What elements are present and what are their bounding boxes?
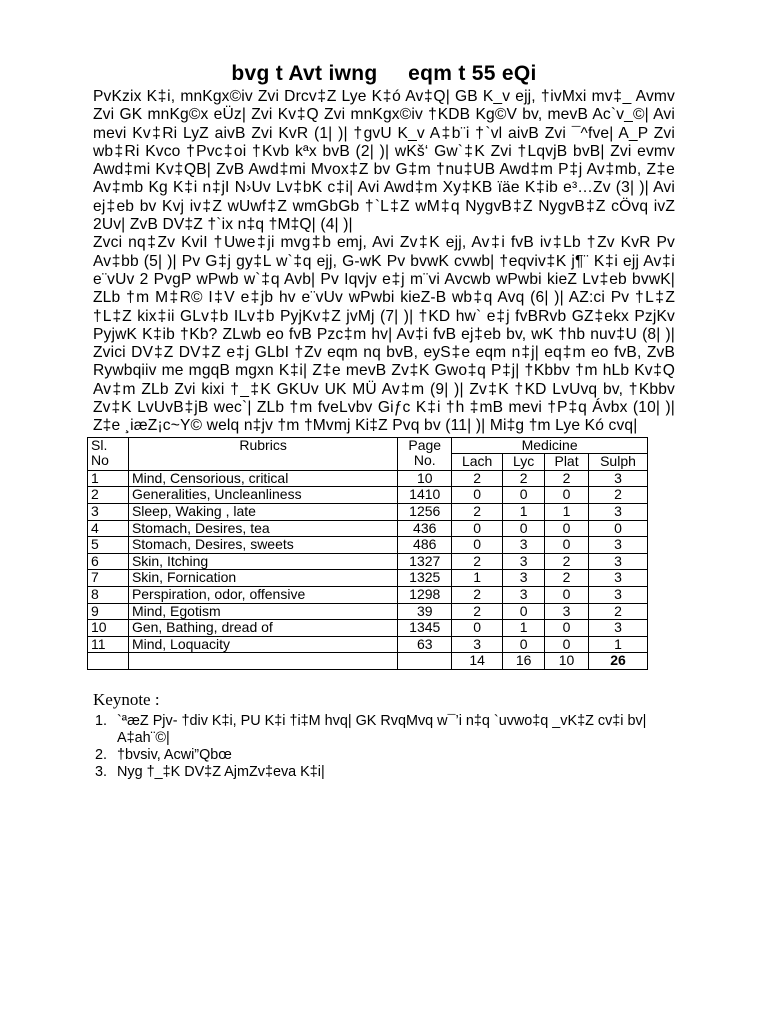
row-page: 436: [398, 520, 452, 537]
table-row: [88, 603, 648, 620]
case-paragraph-1: PvKzix K‡i, mnKgx©iv Zvi Drcv‡Z Lye K‡ó Av‡Q| GB K_v ejj, †ivMxi mv‡_ Avmv Zvi GK mnKg©x eÜz| Zvi Kv‡Q Zvi mnKgx©iv †KDB Kg©V bv, mevB Ac`v_©| Avi mevi Kv‡Ri LyZ aivB Zvi KvR (1| )| †gvU K_v A‡b¨i †`vl aivB Zvi ¯^fve| A_P Zvi wb‡Ri Kvco †Pvc‡oi †Kvb kªx bvB (2| )| wKš‘ Gw`‡K Zvi †LqvjB bvB| Zvi evmv Awd‡mi Kv‡QB| ZvB Awd‡mi Mvox‡Z bv G‡m †nu‡UB Awd‡m P‡j Av‡mb, Z‡e Av‡mb Kg K‡i n‡jI N›Uv Lv‡bK c‡i| Avi Awd‡m Xy‡KB ïäe K‡ib e³…Zv (3| )| Avi ej‡eb bv Kvj iv‡Z wUwf‡Z wmGbGb †`L‡Z wM‡q NygvB‡Z NygvB‡Z cÖvq ivZ 2Uv| ZvB DV‡Z †`ix n‡q †M‡Q| (4| )|: [93, 88, 675, 234]
row-lyc: 1: [503, 504, 545, 521]
table-row: [88, 470, 648, 487]
row-page: 1345: [398, 620, 452, 637]
row-sl: 1: [88, 470, 129, 487]
total-sulph: 26: [589, 653, 648, 670]
row-sulph: 3: [589, 537, 648, 554]
row-lyc: 0: [503, 636, 545, 653]
row-rubric: Mind, Egotism: [128, 603, 397, 620]
header-sl-no: Sl. No: [88, 437, 129, 470]
row-rubric: Stomach, Desires, tea: [128, 520, 397, 537]
row-sl: 5: [88, 537, 129, 554]
case-text: [93, 88, 675, 436]
row-rubric: Gen, Bathing, dread of: [128, 620, 397, 637]
row-sulph: 3: [589, 586, 648, 603]
header-page-no: Page No.: [398, 437, 452, 470]
row-page: 39: [398, 603, 452, 620]
row-page: 1298: [398, 586, 452, 603]
row-sl: 4: [88, 520, 129, 537]
row-lach: 0: [452, 620, 503, 637]
header-remedy-plat: Plat: [545, 454, 589, 471]
row-lach: 3: [452, 636, 503, 653]
header-remedy-lyc: Lyc: [503, 454, 545, 471]
row-sl: 7: [88, 570, 129, 587]
row-sl: 10: [88, 620, 129, 637]
table-row: [88, 504, 648, 521]
row-sulph: 2: [589, 603, 648, 620]
header-medicine: Medicine: [452, 437, 648, 454]
row-sl: 2: [88, 487, 129, 504]
row-sl: 11: [88, 636, 129, 653]
keynote-item: 3. Nyg †_‡K DV‡Z AjmZv‡eva K‡i|: [111, 764, 675, 781]
row-lyc: 0: [503, 603, 545, 620]
totals-empty-page: [398, 653, 452, 670]
row-lyc: 0: [503, 520, 545, 537]
row-rubric: Mind, Loquacity: [128, 636, 397, 653]
row-lach: 2: [452, 553, 503, 570]
row-lyc: 3: [503, 537, 545, 554]
header-remedy-lach: Lach: [452, 454, 503, 471]
row-sl: 6: [88, 553, 129, 570]
table-row: [88, 537, 648, 554]
row-rubric: Skin, Itching: [128, 553, 397, 570]
total-lach: 14: [452, 653, 503, 670]
document-page: [93, 60, 675, 781]
row-page: 63: [398, 636, 452, 653]
row-lach: 0: [452, 487, 503, 504]
keynote-section: [93, 690, 675, 781]
total-plat: 10: [545, 653, 589, 670]
row-plat: 0: [545, 620, 589, 637]
table-row: [88, 487, 648, 504]
row-lach: 0: [452, 520, 503, 537]
table-row: [88, 553, 648, 570]
row-lach: 2: [452, 470, 503, 487]
row-rubric: Skin, Fornication: [128, 570, 397, 587]
row-lach: 0: [452, 537, 503, 554]
table-row: [88, 520, 648, 537]
keynote-item: 1. `ªæZ Pjv- †div K‡i, PU K‡i †i‡M hvq| GK RvqMvq w¯’i n‡q `uvwo‡q _vK‡Z cv‡i bv| A‡ah¨©|: [111, 713, 675, 747]
row-lyc: 1: [503, 620, 545, 637]
row-plat: 0: [545, 537, 589, 554]
row-rubric: Mind, Censorious, critical: [128, 470, 397, 487]
row-lach: 2: [452, 504, 503, 521]
row-plat: 2: [545, 470, 589, 487]
case-paragraph-2: Zvci nq‡Zv KviI †Uwe‡ji mvg‡b emj, Avi Zv‡K ejj, Av‡i fvB iv‡Lb †Zv KvR Pv Av‡bb (5| )| Pv G‡j gy‡L w`‡q ejj, G-wK Pv bvwK cvwb| †eqviv‡K j¶¨ K‡i ejj Av‡i e¨vUv 2 PvgP wPwb w`‡q Avb| Pv Iqvjv e‡j m¨vi Avcwb wPwbi kieZ Lv‡eb bvwK| ZLb †m M‡R© I‡V e‡jb hv e¨vUv wPwbi kieZ-B wb‡q Avq (6| )| AZ:ci Pv †L‡Z †L‡Z kix‡ii GLv‡b ILv‡b PyjKv‡Z jvMj (7| )| †KD hw` e‡j fvBRvb GZ‡ekx PzjKv PyjwK K‡ib †Kb? ZLwb eo fvB Pzc‡m hv| Av‡i fvB ej‡eb bv, wK †hb nuv‡U (8| )| Zvici DV‡Z DV‡Z e‡j GLbI †Zv eqm nq bvB, eyS‡e eqm n‡j| eq‡m eo fvB, ZvB Rywbqiiv me mgqB mgxn K‡i| Z‡e mevB Zv‡K Gwo‡q P‡j| †Kbbv †m hLb Kv‡Q Av‡m ZLb Zvi kixi †_‡K GKUv UK MÜ Av‡m (9| )| Zv‡K †KD LvUvq bv, †Kbbv Zv‡K LvUvB‡jB wec`| ZLb †m fveLvbv Giƒc K‡i †h ‡mB mevi †P‡q Ávbx (10| )| Z‡e ¸iæZ¡c~Y© welq n‡jv †m †Mvmj Ki‡Z Pvq bv (11| )| Mi‡g †m Lye Kó cvq|: [93, 234, 675, 435]
row-lach: 2: [452, 586, 503, 603]
totals-row: [88, 653, 648, 670]
row-sulph: 2: [589, 487, 648, 504]
row-page: 486: [398, 537, 452, 554]
row-page: 1256: [398, 504, 452, 521]
row-sulph: 3: [589, 570, 648, 587]
row-rubric: Perspiration, odor, offensive: [128, 586, 397, 603]
document-title: bvg t Avt iwng eqm t 55 eQi: [231, 62, 537, 85]
table-body: [88, 470, 648, 669]
row-sulph: 1: [589, 636, 648, 653]
table-row: [88, 636, 648, 653]
row-page: 10: [398, 470, 452, 487]
row-sl: 9: [88, 603, 129, 620]
row-sl: 8: [88, 586, 129, 603]
row-plat: 0: [545, 636, 589, 653]
row-lyc: 3: [503, 570, 545, 587]
row-page: 1325: [398, 570, 452, 587]
row-rubric: Generalities, Uncleanliness: [128, 487, 397, 504]
row-plat: 3: [545, 603, 589, 620]
row-rubric: Stomach, Desires, sweets: [128, 537, 397, 554]
totals-empty-sl: [88, 653, 129, 670]
row-page: 1327: [398, 553, 452, 570]
row-rubric: Sleep, Waking , late: [128, 504, 397, 521]
header-remedy-sulph: Sulph: [589, 454, 648, 471]
row-sulph: 3: [589, 470, 648, 487]
header-rubrics: Rubrics: [128, 437, 397, 470]
table-row: [88, 620, 648, 637]
table-row: [88, 586, 648, 603]
row-sulph: 0: [589, 520, 648, 537]
keynote-list: [93, 713, 675, 781]
row-lach: 2: [452, 603, 503, 620]
row-lyc: 0: [503, 487, 545, 504]
row-plat: 0: [545, 586, 589, 603]
totals-empty-rubric: [128, 653, 397, 670]
row-lach: 1: [452, 570, 503, 587]
row-plat: 0: [545, 520, 589, 537]
table-row: [88, 570, 648, 587]
row-plat: 1: [545, 504, 589, 521]
row-lyc: 2: [503, 470, 545, 487]
keynote-item: 2. †bvsiv, Acwi”Qbœ: [111, 747, 675, 764]
keynote-title: Keynote :: [93, 689, 160, 709]
row-page: 1410: [398, 487, 452, 504]
row-sulph: 3: [589, 620, 648, 637]
row-plat: 0: [545, 487, 589, 504]
repertorization-table: [87, 437, 648, 670]
row-sulph: 3: [589, 553, 648, 570]
total-lyc: 16: [503, 653, 545, 670]
row-sl: 3: [88, 504, 129, 521]
row-sulph: 3: [589, 504, 648, 521]
row-plat: 2: [545, 553, 589, 570]
row-lyc: 3: [503, 586, 545, 603]
row-lyc: 3: [503, 553, 545, 570]
row-plat: 2: [545, 570, 589, 587]
